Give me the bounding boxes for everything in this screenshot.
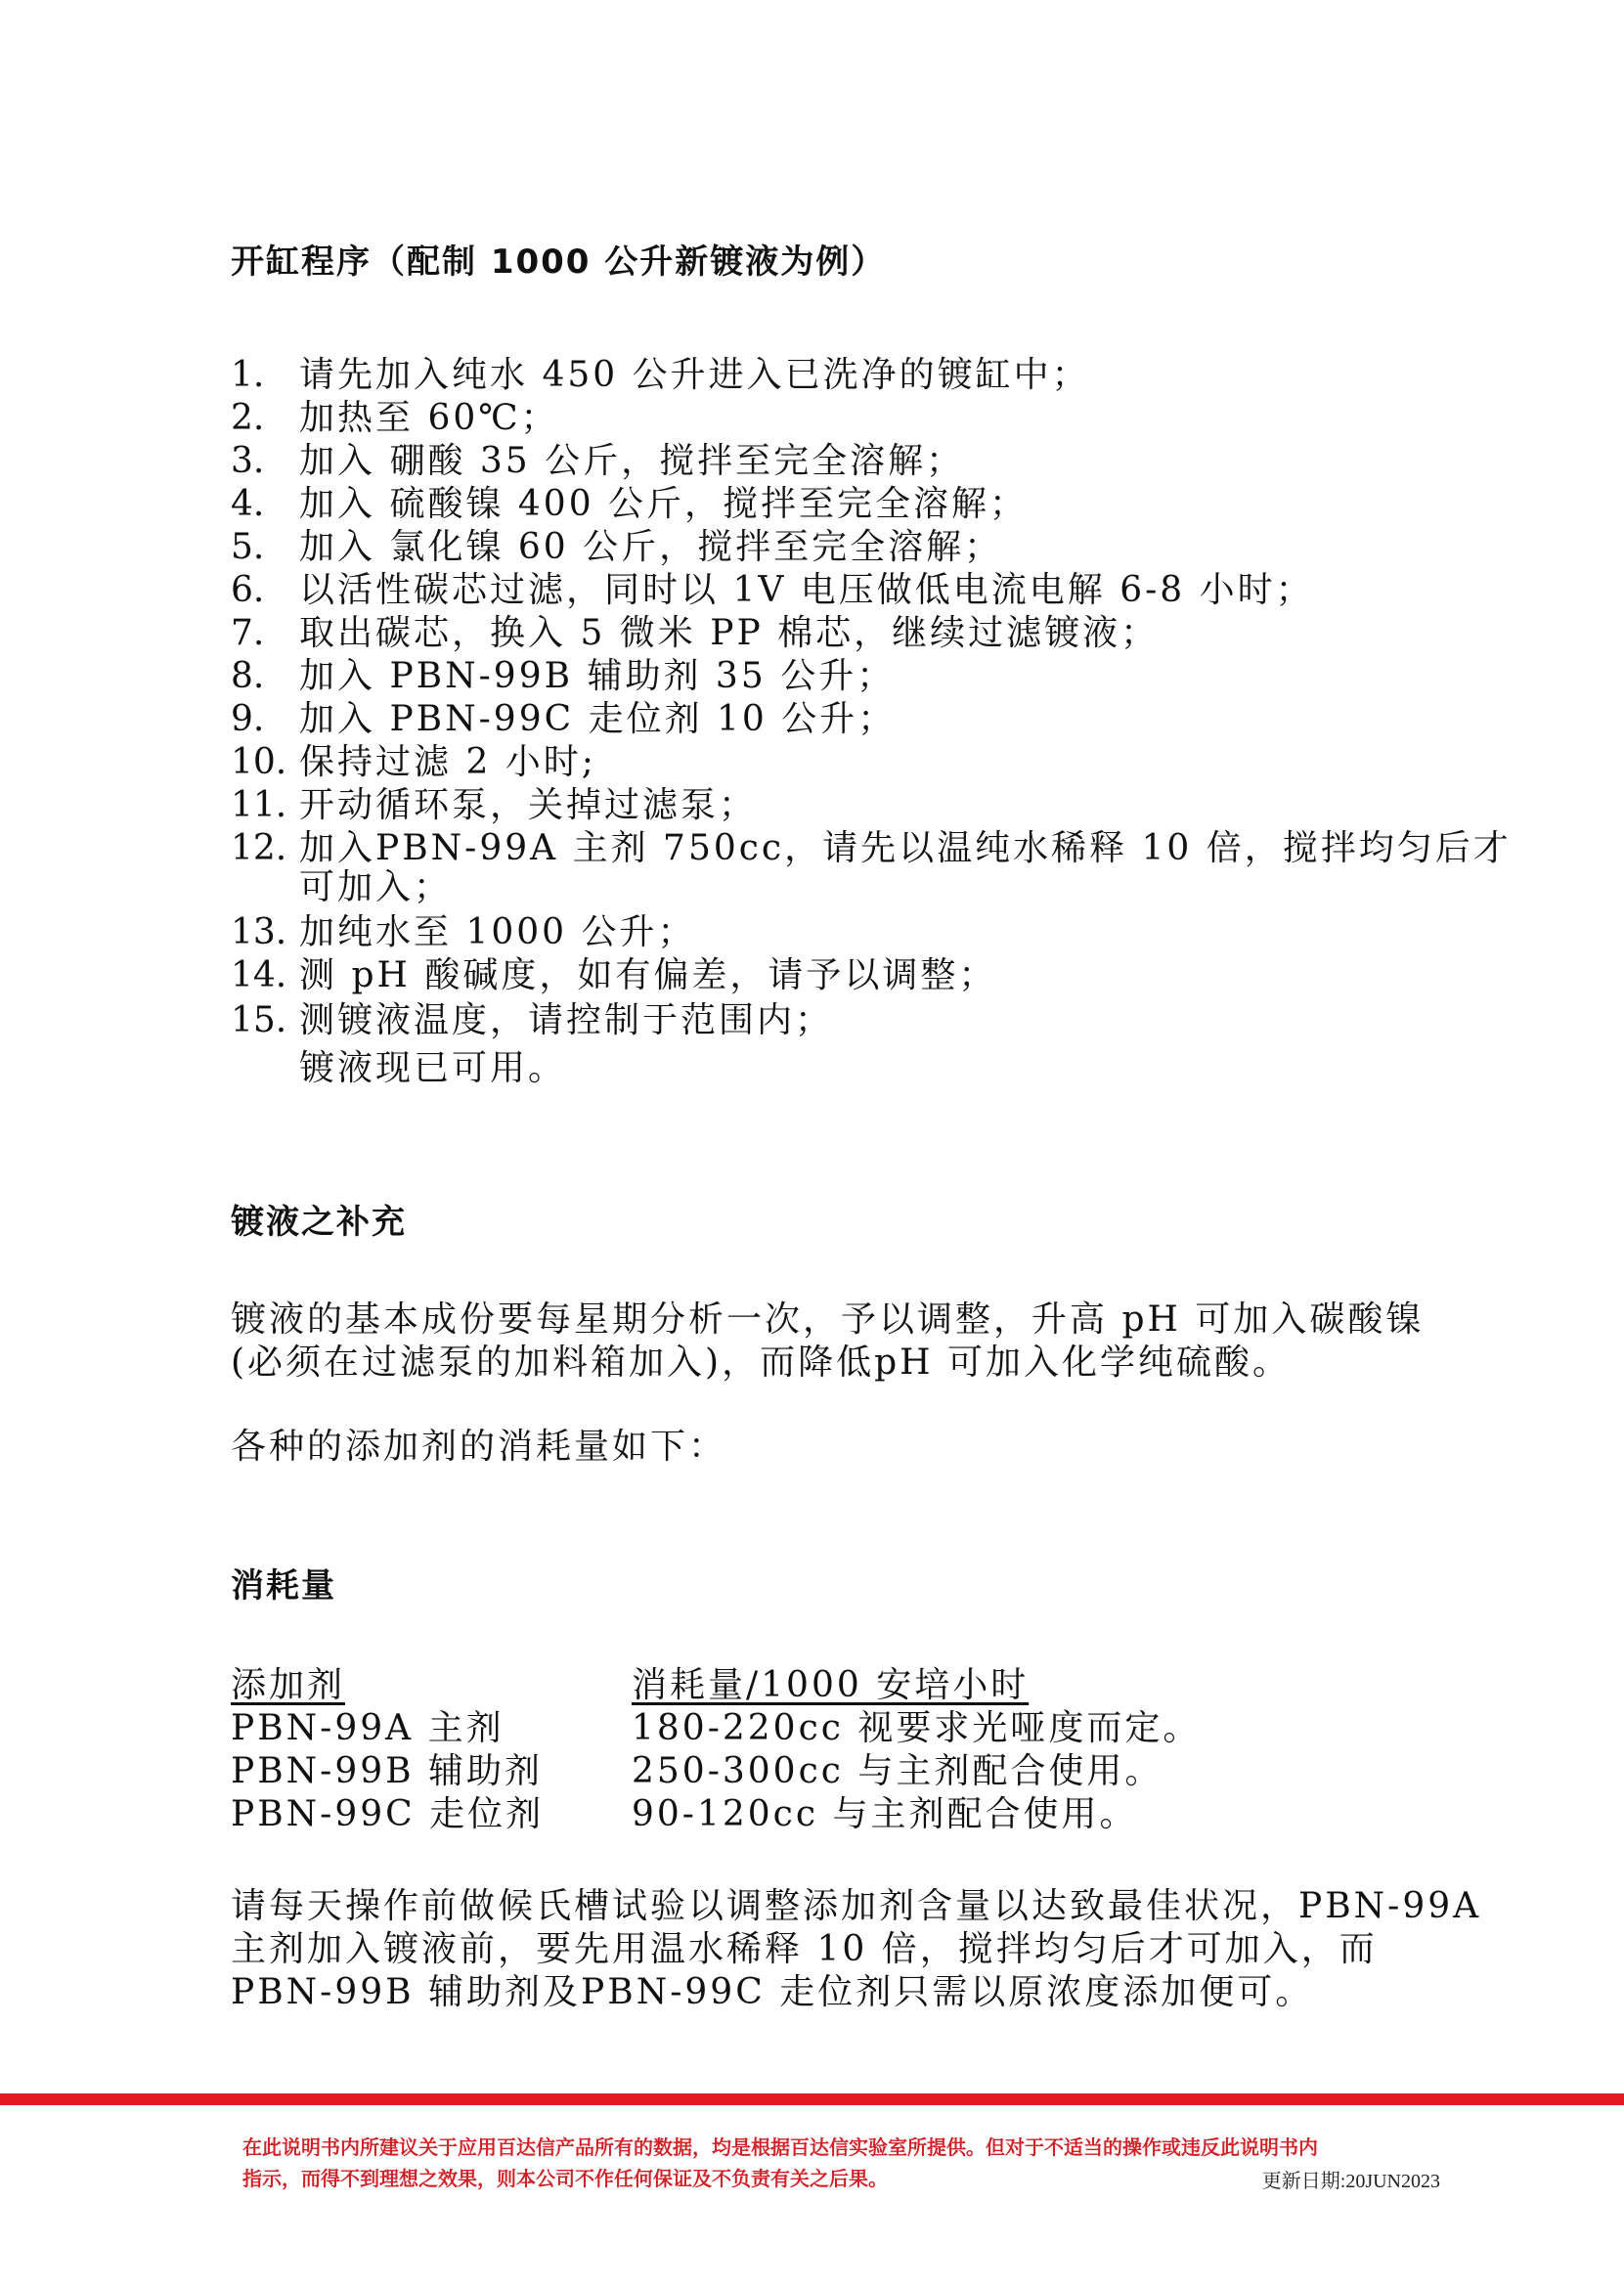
list-item: 1. 请先加入纯水 450 公升进入已洗净的镀缸中；: [231, 355, 1090, 395]
section-title-open-tank: 开缸程序（配制 1000 公升新镀液为例）: [231, 242, 887, 282]
note-line1: 请每天操作前做候氏槽试验以调整添加剂含量以达致最佳状况，PBN-99A: [231, 1886, 1482, 1926]
list-item: 2. 加热至 60℃；: [231, 398, 559, 438]
replenish-paragraph-line2: (必须在过滤泵的加料箱加入)，而降低pH 可加入化学纯硫酸。: [231, 1343, 1291, 1383]
list-item: 9. 加入 PBN-99C 走位剂 10 公升；: [231, 699, 897, 739]
additives-intro: 各种的添加剂的消耗量如下：: [231, 1427, 727, 1467]
replenish-paragraph-line1: 镀液的基本成份要每星期分析一次，予以调整，升高 pH 可加入碳酸镍: [231, 1299, 1425, 1340]
table-cell: 180-220cc 视要求光哑度而定。: [632, 1708, 1202, 1748]
list-item: 13. 加纯水至 1000 公升；: [231, 912, 696, 952]
footer-disclaimer-line1: 在此说明书内所建议关于应用百达信产品所有的数据，均是根据百达信实验室所提供。但对于不适当的操作或违反此说明书内: [242, 2135, 1318, 2159]
list-item: 11. 开动循环泵，关掉过滤泵；: [231, 785, 758, 825]
list-item: 6. 以活性碳芯过滤，同时以 1V 电压做低电流电解 6-8 小时；: [231, 570, 1314, 610]
list-item: 7. 取出碳芯，换入 5 微米 PP 棉芯，继续过滤镀液；: [231, 613, 1160, 653]
list-item: 4. 加入 硫酸镍 400 公斤，搅拌至完全溶解；: [231, 484, 1029, 524]
table-cell: 250-300cc 与主剂配合使用。: [632, 1751, 1163, 1791]
table-cell: PBN-99B 辅助剂: [231, 1751, 544, 1791]
closing-line: 镀液现已可用。: [299, 1048, 567, 1088]
list-item-continuation: 可加入；: [299, 867, 453, 907]
list-item: 12. 加入PBN-99A 主剂 750cc，请先以温纯水稀释 10 倍，搅拌均匀后才: [231, 828, 1512, 868]
list-item: 3. 加入 硼酸 35 公斤，搅拌至完全溶解；: [231, 441, 965, 481]
table-cell: PBN-99C 走位剂: [231, 1794, 545, 1834]
footer-disclaimer-line2: 指示，而得不到理想之效果，则本公司不作任何保证及不负责有关之后果。: [242, 2167, 888, 2190]
footer-divider: [0, 2093, 1624, 2105]
list-item: 14. 测 pH 酸碱度，如有偏差，请予以调整；: [231, 955, 997, 995]
table-cell: PBN-99A 主剂: [231, 1708, 505, 1748]
list-item: 5. 加入 氯化镍 60 公斤，搅拌至完全溶解；: [231, 527, 1003, 567]
table-header-additive: 添加剂: [231, 1665, 346, 1705]
section-title-replenish: 镀液之补充: [231, 1203, 407, 1242]
list-item: 10. 保持过滤 2 小时;: [231, 742, 596, 782]
table-header-consumption: 消耗量/1000 安培小时: [632, 1665, 1030, 1705]
section-title-consumption: 消耗量: [231, 1566, 336, 1606]
list-item: 8. 加入 PBN-99B 辅助剂 35 公升；: [231, 656, 896, 696]
table-cell: 90-120cc 与主剂配合使用。: [632, 1794, 1138, 1834]
note-line2: 主剂加入镀液前，要先用温水稀释 10 倍，搅拌均匀后才可加入，而: [231, 1929, 1378, 1969]
footer-update-date: 更新日期:20JUN2023: [1261, 2171, 1440, 2192]
list-item: 15. 测镀液温度，请控制于范围内；: [231, 1000, 834, 1040]
note-line3: PBN-99B 辅助剂及PBN-99C 走位剂只需以原浓度添加便可。: [231, 1972, 1314, 2012]
